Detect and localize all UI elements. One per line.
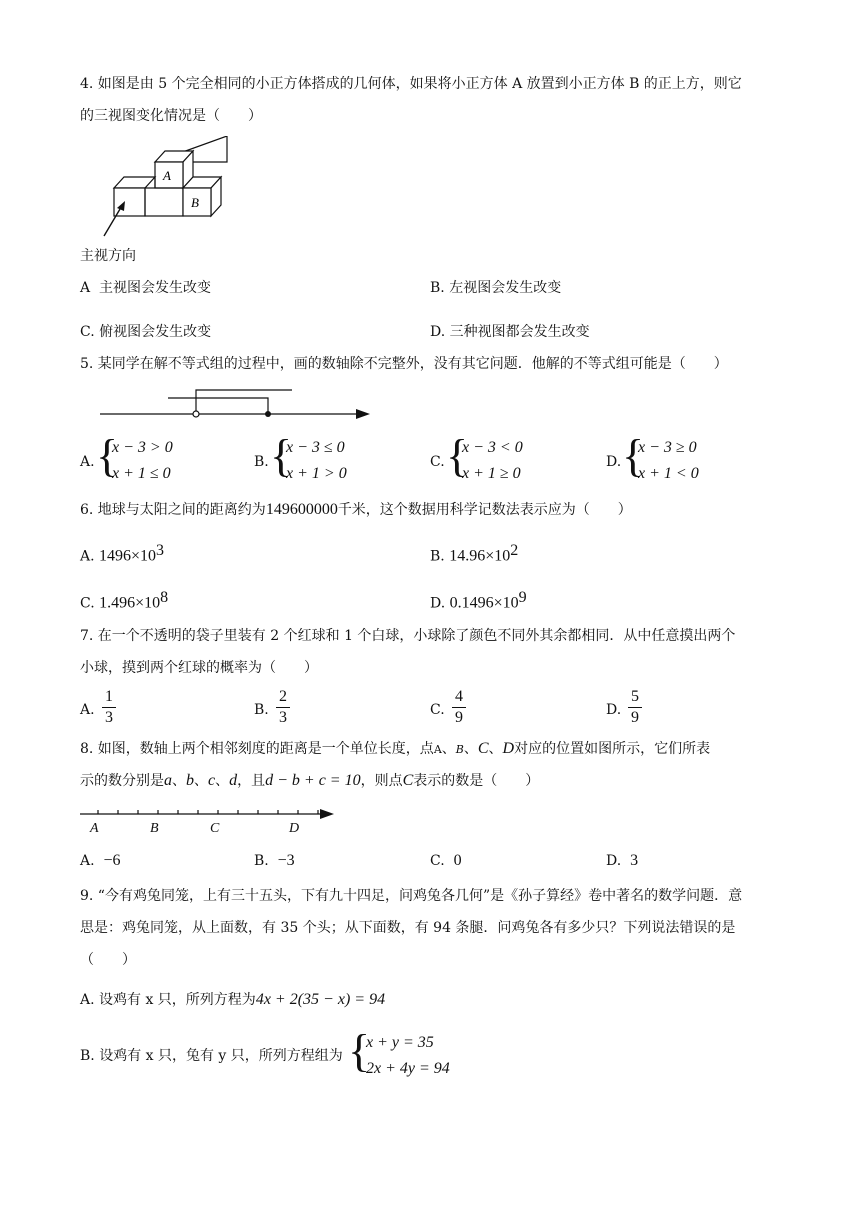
axis-label-d: D	[289, 821, 300, 836]
q8-text: 表示的数是（ ）	[413, 773, 540, 789]
q8-option-d	[606, 851, 638, 871]
point-c: C	[402, 772, 414, 789]
q4-figure-label-b: B	[191, 195, 199, 210]
option-exp: 2	[510, 542, 519, 559]
system-bottom: x + 1 < 0	[638, 465, 699, 482]
option-key: C.	[80, 324, 95, 340]
q4-option-c	[80, 322, 211, 342]
q5-option-c-system	[462, 435, 523, 487]
option-key: D.	[430, 595, 446, 612]
numerator: 1	[105, 688, 113, 705]
system-bottom: x + 1 ≥ 0	[462, 465, 521, 482]
option-value: −3	[277, 852, 295, 869]
axis-label-a: A	[90, 821, 99, 836]
system-bottom: 2x + 4y = 94	[366, 1060, 450, 1077]
system-top: x + y = 35	[366, 1034, 434, 1051]
var-b: b	[186, 772, 194, 789]
q5-option-a-system	[112, 435, 173, 487]
q6-stem-pre: 6. 地球与太阳之间的距离约为	[80, 502, 266, 518]
option-text: 三种视图都会发生改变	[449, 324, 590, 340]
q8-text: ，则点	[360, 773, 403, 789]
option-key: B.	[254, 853, 269, 869]
q8-text: ，且	[237, 773, 266, 789]
q6-number: 149600000	[265, 501, 338, 518]
numerator: 5	[631, 688, 639, 705]
q7-stem-line2: 小球，摸到两个红球的概率为（ ）	[80, 660, 318, 676]
option-key: C.	[430, 853, 445, 869]
option-base: 1.496×10	[99, 594, 161, 612]
q7-option-b-fraction	[276, 688, 290, 727]
q9-stem-line2: 思是：鸡兔同笼，从上面数，有 35 个头；从下面数，有 94 条腿．问鸡兔各有多少只？下列说法错误的是	[80, 920, 736, 936]
option-key: C.	[80, 595, 95, 612]
q5-option-b-key: B.	[254, 454, 269, 470]
numerator: 2	[279, 688, 287, 705]
option-key: A.	[80, 853, 95, 869]
q4-option-a	[80, 278, 211, 298]
sep: 、	[441, 741, 456, 757]
system-top: x − 3 ≤ 0	[286, 439, 345, 456]
option-text: 俯视图会发生改变	[99, 324, 212, 340]
q4-figure-label-a: A	[163, 168, 171, 183]
q5-option-d-key: D.	[606, 454, 622, 470]
q5-option-b-system	[286, 435, 347, 487]
q9-stem-line3: （ ）	[80, 952, 136, 968]
q6-option-b	[430, 541, 518, 567]
q4-option-b	[430, 278, 561, 298]
option-base: 1496×10	[99, 547, 157, 565]
q4-stem-line2: 的三视图变化情况是（ ）	[80, 108, 262, 124]
denominator: 3	[279, 709, 287, 726]
option-base: 14.96×10	[449, 547, 511, 565]
system-top: x − 3 ≥ 0	[638, 439, 697, 456]
option-text: 主视图会发生改变	[99, 280, 212, 296]
q5-option-b-brace: {	[270, 430, 293, 481]
q5-number-line	[98, 388, 372, 424]
q8-text: 对应的位置如图所示，它们所表	[514, 741, 711, 757]
option-key: D.	[430, 324, 446, 340]
sep: 、	[463, 741, 478, 757]
option-base: 0.1496×10	[449, 594, 519, 612]
option-key: B.	[430, 280, 445, 296]
option-value: 0	[453, 852, 462, 869]
var-c: c	[208, 772, 216, 789]
axis-label-c: C	[210, 821, 220, 836]
system-bottom: x + 1 ≤ 0	[112, 465, 171, 482]
q7-option-a-key: A.	[80, 702, 95, 718]
q6-stem	[80, 500, 632, 520]
q6-option-d	[430, 588, 527, 614]
q7-stem-line1: 7. 在一个不透明的袋子里装有 2 个红球和 1 个白球，小球除了颜色不同外其余都相同．从中任意摸出两个	[80, 628, 736, 644]
q8-text: 示的数分别是	[80, 773, 164, 789]
point-a: A	[433, 743, 442, 756]
q5-option-a-key: A.	[80, 454, 95, 470]
q6-option-a	[80, 541, 164, 567]
option-key: D.	[606, 853, 622, 869]
q5-option-c-key: C.	[430, 454, 445, 470]
denominator: 9	[455, 709, 463, 726]
q8-stem-line1	[80, 739, 710, 760]
q9-option-b-system	[366, 1030, 450, 1082]
q8-number-line	[80, 804, 336, 836]
option-key: B.	[430, 548, 445, 565]
sep: 、	[194, 773, 208, 789]
system-top: x − 3 > 0	[112, 439, 173, 456]
option-key: A.	[80, 548, 95, 565]
q5-option-a-brace: {	[96, 430, 119, 481]
q8-text: 8. 如图，数轴上两个相邻刻度的距离是一个单位长度，点	[80, 741, 434, 757]
option-value: −6	[103, 852, 121, 869]
q4-option-d	[430, 322, 590, 342]
var-d: d	[229, 772, 238, 789]
point-b: B	[455, 743, 464, 756]
q9-option-a-equation: 4x + 2(35 − x) = 94	[255, 991, 386, 1008]
q8-option-c	[430, 851, 462, 871]
q7-option-c-fraction	[452, 688, 466, 727]
q7-option-d-fraction	[628, 688, 642, 727]
q9-option-b-brace: {	[348, 1025, 371, 1076]
option-key: A	[80, 280, 91, 296]
var-a: a	[164, 772, 172, 789]
option-exp: 9	[518, 589, 527, 606]
q5-option-d-system	[638, 435, 699, 487]
q6-option-c	[80, 588, 168, 614]
q6-stem-post: 千米，这个数据用科学记数法表示应为（ ）	[337, 502, 632, 518]
point-c: C	[477, 740, 489, 757]
q7-option-a-fraction	[102, 688, 116, 727]
q9-option-a-text: A. 设鸡有 x 只，所列方程为	[80, 992, 256, 1008]
q5-option-c-brace: {	[446, 430, 469, 481]
numerator: 4	[455, 688, 463, 705]
point-d: D	[502, 740, 515, 757]
q7-option-b-key: B.	[254, 702, 269, 718]
q5-option-d-brace: {	[622, 430, 645, 481]
q8-option-a	[80, 851, 121, 871]
q9-option-b-text: B. 设鸡有 x 只，兔有 y 只，所列方程组为	[80, 1048, 343, 1064]
sep: 、	[215, 773, 230, 789]
option-text: 左视图会发生改变	[449, 280, 562, 296]
system-bottom: x + 1 > 0	[286, 465, 347, 482]
q5-stem: 5. 某同学在解不等式组的过程中，画的数轴除不完整外，没有其它问题．他解的不等式组可能是（ ）	[80, 356, 728, 372]
q8-stem-line2	[80, 771, 539, 791]
option-value: 3	[630, 852, 639, 869]
option-exp: 8	[160, 589, 169, 606]
denominator: 9	[631, 709, 639, 726]
q7-option-c-key: C.	[430, 702, 445, 718]
sep: 、	[172, 773, 186, 789]
q8-option-b	[254, 851, 295, 871]
option-exp: 3	[156, 542, 165, 559]
system-top: x − 3 < 0	[462, 439, 523, 456]
sep: 、	[488, 741, 503, 757]
q7-option-d-key: D.	[606, 702, 622, 718]
axis-label-b: B	[150, 821, 159, 836]
q9-stem-line1: 9. “今有鸡兔同笼，上有三十五头，下有九十四足，问鸡兔各几何”是《孙子算经》卷中著名的数学问题．意	[80, 888, 743, 904]
q4-direction-label: 主视方向	[80, 248, 136, 264]
q4-stem-line1: 4. 如图是由 5 个完全相同的小正方体搭成的几何体，如果将小正方体 A 放置到小正方体 B 的正上方，则它	[80, 76, 742, 92]
q8-equation: d − b + c = 10	[265, 772, 361, 789]
q9-option-a	[80, 990, 385, 1010]
denominator: 3	[105, 709, 113, 726]
